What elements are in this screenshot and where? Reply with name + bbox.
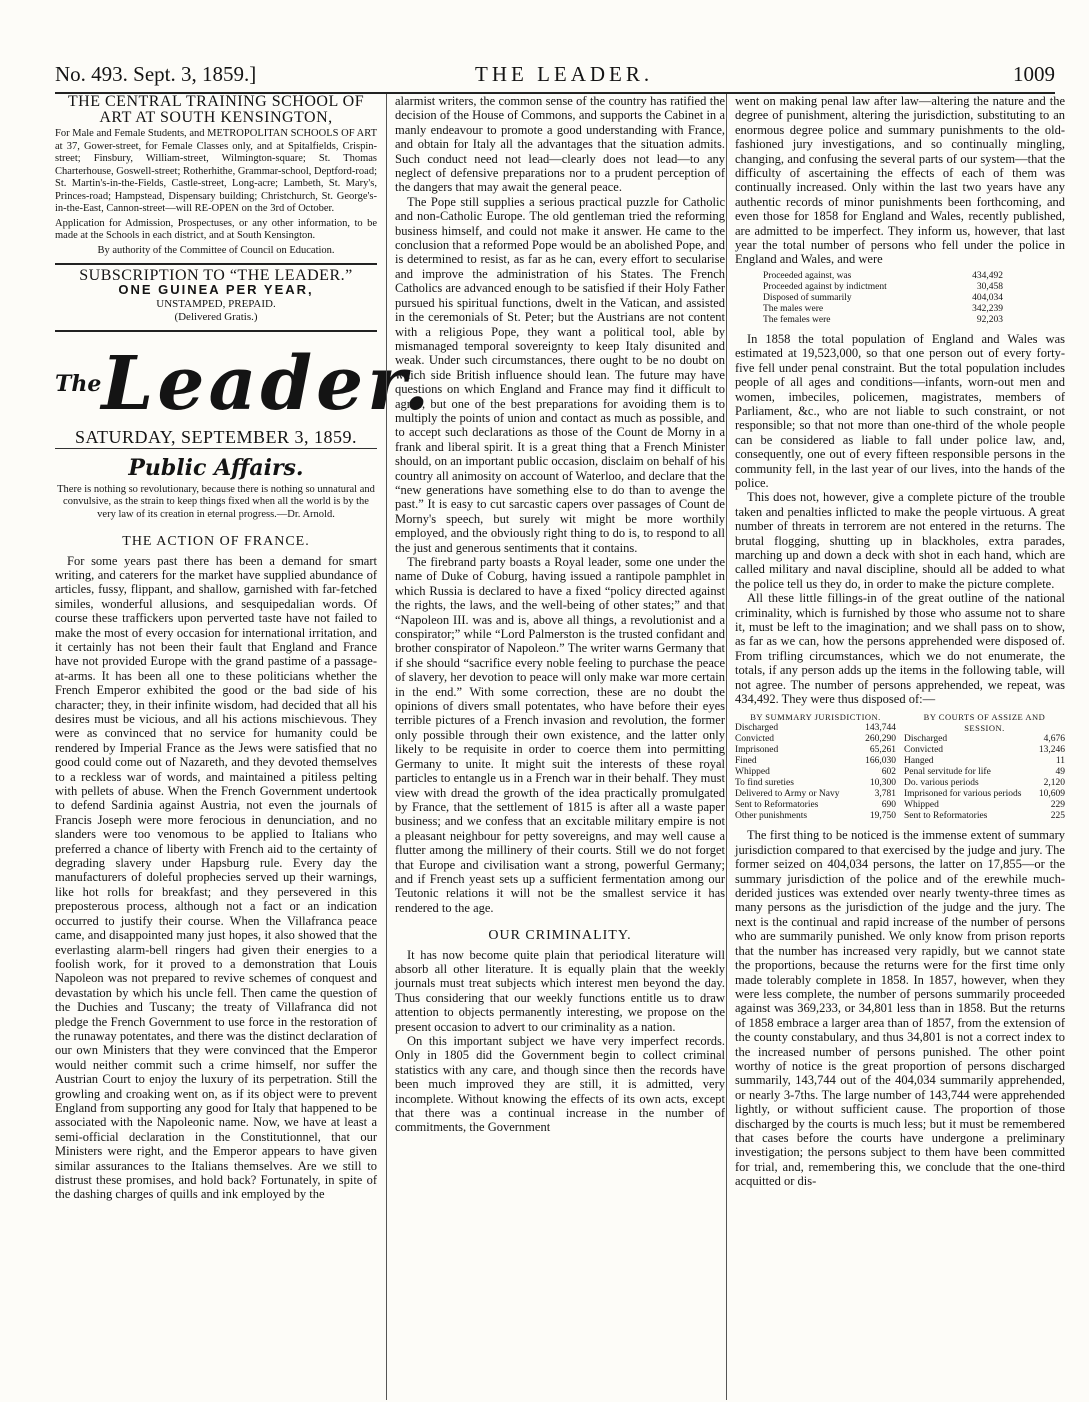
row-label: Delivered to Army or Navy (735, 789, 840, 800)
row-label: Sent to Reformatories (735, 800, 819, 811)
row-value: 49 (1055, 767, 1065, 778)
masthead-name: Leader. (101, 340, 434, 427)
school-notice-authority: By authority of the Committee of Council on Education. (97, 244, 335, 256)
column-1 (55, 93, 434, 1400)
issue-date: SATURDAY, SEPTEMBER 3, 1859. (74, 426, 358, 447)
row-value: 225 (1050, 811, 1065, 822)
table-row (904, 800, 1065, 811)
masthead-the: The (55, 370, 102, 397)
article-paragraph: In 1858 the total population of England and Wales was estimated at 19,523,000, so that one person out of every forty-five fell under penal constraint. But the total population includes people of all ages and conditions—infants, worn-out men and women, imbeciles, policemen, magistrates, members of Parliament, &c., who are not liable to such constraint, or not responsible; so that not more than one-third of the whole people can be considered as liable to fall under police law, and, consequently, one out of every fifteen responsible persons in the community fell, in the last year of our lives, into the hands of the police. (735, 331, 1065, 490)
row-label: Imprisoned for various periods (904, 789, 1022, 800)
table-header: BY SUMMARY JURISDICTION. (750, 712, 881, 723)
article-title: OUR CRIMINALITY. (488, 928, 632, 944)
row-label: Discharged (904, 734, 948, 745)
article-title: THE ACTION OF FRANCE. (122, 534, 310, 550)
page-number: 1009 (1013, 62, 1055, 86)
row-value: 260,290 (865, 734, 896, 745)
row-value: 4,676 (1043, 734, 1065, 745)
stats-row: Proceeded against by indictment 30,458 (763, 281, 1003, 292)
table-row (904, 734, 1065, 745)
row-value: 13,246 (1038, 745, 1065, 756)
row-value: 229 (1050, 800, 1065, 811)
subscription-price: ONE GUINEA PER YEAR, (118, 282, 314, 298)
row-label: Convicted (735, 734, 775, 745)
row-label: To find sureties (735, 778, 794, 789)
row-label: Sent to Reformatories (904, 811, 988, 822)
stats-row: The females were 92,203 (763, 314, 1003, 325)
school-notice-title: THE CENTRAL TRAINING SCHOOL OF ART AT SOUTH KENSINGTON, (67, 93, 365, 126)
row-label: Do. various periods (904, 778, 979, 789)
page-header (55, 60, 1055, 94)
article-paragraph: On this important subject we have very imperfect records. Only in 1805 did the Government begin to collect criminal statistics with any care, and though since then the records have been much improved they are still, it is admitted, very incomplete. Without knowing the effects of its own acts, except that there was a continual increase in the number of commitments, the Government (395, 1034, 725, 1135)
divider (55, 330, 377, 332)
table-header: BY COURTS OF ASSIZE AND SESSION. (923, 712, 1046, 734)
table-row (904, 756, 1065, 767)
row-value: 10,609 (1038, 789, 1065, 800)
assize-session-table (904, 712, 1065, 822)
divider (55, 263, 377, 265)
row-label: Fined (735, 756, 757, 767)
running-title: THE LEADER. (475, 62, 654, 86)
school-notice-application: Application for Admission, Prospectuses, or any other information, to be made at the Schools in each district, and at South Kensington. (55, 217, 377, 241)
row-value: 65,261 (869, 745, 896, 756)
row-value: 19,750 (869, 811, 896, 822)
divider (55, 448, 377, 449)
row-value: 2,120 (1043, 778, 1065, 789)
row-value: 3,781 (874, 789, 896, 800)
row-value: 690 (881, 800, 896, 811)
subscription-delivered: (Delivered Gratis.) (174, 310, 258, 323)
table-row (735, 800, 896, 811)
epigraph: There is nothing so revolutionary, because there is nothing so unnatural and convulsive, as the strain to keep things fixed when all the world is by the very law of its creation in eternal progress.—Dr. Arnold. (57, 483, 375, 520)
row-label: Hanged (904, 756, 934, 767)
row-value: 602 (881, 767, 896, 778)
row-label: Whipped (904, 800, 939, 811)
table-row (904, 745, 1065, 756)
article-paragraph: All these little fillings-in of the great outline of the national criminality, which is furnished by those who assume not to share it, must be left to the imagination; and we shall pass on to show, as far as we can, how the persons apprehended were disposed of. From trifling circumstances, which we do not enumerate, the totals, if any person adds up the items in the following table, will not agree. The number of persons apprehended, we repeat, was 434,492. They were thus disposed of:— (735, 591, 1065, 707)
column-3 (726, 94, 1065, 1400)
article-paragraph: The first thing to be noticed is the immense extent of summary jurisdiction compared to that exercised by the judge and jury. The former seized on 404,034 persons, the latter on 17,855—or the summary jurisdiction of the police and of the erewhile much-derided justices was extended over nearly twenty-three times as many persons as the jurisdiction of the judge and the jury. The next is the continual and rapid increase of the number of persons who are summarily punished. We only know from prison reports that the number has increased very rapidly, but we cannot state the proportions, because the returns were for the first time only made tolerably complete in 1858. In 1857, however, when they were less complete, the number of persons summarily proceeded against was 369,233, or 34,801 less than in 1858. But the returns of 1858 embrace a larger area than of 1857, from the extension of the county constabulary, and thus 34,801 is not a correct index to the increased number of persons punished. The other point worthy of notice is the great proportion of persons discharged summarily, 143,744 out of the 404,034 summarily apprehended, or nearly 3-7ths. The large number of 143,744 were apprehended lightly, or without sufficient cause. The proportion of those discharged by the courts is much less; but it must be remembered that cases before the courts have undergone a preliminary investigation; the persons subject to them have been committed for trial, and, remembering this, we conclude that the one-third acquitted or dis- (735, 828, 1065, 1189)
table-row (735, 756, 896, 767)
row-value: 11 (1055, 756, 1065, 767)
row-label: Imprisoned (735, 745, 779, 756)
table-row (904, 767, 1065, 778)
table-row (735, 789, 896, 800)
article-paragraph: This does not, however, give a complete picture of the trouble taken and penalties inflicted to make the people virtuous. A great number of threats in terrorem are not entered in the returns. The brutal flogging, shutting up in blackholes, extra parades, marching up and down a deck with shot in each hand, which are called military and naval discipline, should all be added to what the police tell us they do, in order to make the picture complete. (735, 490, 1065, 591)
row-label: Other punishments (735, 811, 808, 822)
table-row (735, 734, 896, 745)
summary-stats (763, 271, 1003, 326)
table-row (904, 789, 1065, 800)
stats-row: The males were 342,239 (763, 303, 1003, 314)
disposal-table (735, 712, 1065, 822)
table-row (904, 778, 1065, 789)
masthead-logo (55, 338, 434, 430)
table-row (904, 811, 1065, 822)
table-row (735, 767, 896, 778)
row-value: 166,030 (865, 756, 896, 767)
article-paragraph: For some years past there has been a demand for smart writing, and caterers for the market have supplied abundance of articles, fussy, flippant, and shallow, garnished with far-fetched similes, wonderful allusions, and sesquipedalian words. Of course these traffickers upon perverted taste have not failed to make the most of every occasion for international irritation, and it certainly has not been their fault that England and France have not provided Europe with the grand pastime of a passage-at-arms. It has been all one to these politicians whether the French Emperor exhibited the good or the bad side of his character; they, in their infinite wisdom, had decided that all his desires must be vicious, and all his actions mischievous. They were as convinced that no service for humanity could be rendered by Imperial France as the Jews were satisfied that no good could come out of Nazareth, and they devoted themselves to a reckless war of words, and maintained a pitiless pelting with pellets of abuse. When the French Government undertook to defend Sardinia against Austria, not even the journals of Francis Joseph were more ferocious in denunciation, and no slanders were too venomous to be applied to Italians who preferred a chance of liberty with French aid to the certainty of degrading slavery under Hapsburg rule. Every day the manufacturers of doleful prophecies served up their warnings, like hot rolls for breakfast; and they persevered in this preposterous process, although not a fact or an indication occurred to justify their course. When the Villafranca peace came, and disappointed many just hopes, it also showed that the everlasting alarm-bell ringers had given their energies to a foolish work, for it proved to a demonstration that Louis Napoleon was not prepared to revive schemes of conquest and devastation by which his uncle fell. Then came the question of the Duchies and Tuscany; the treaty of Villafranca did not pledge the French Government to use force in the restoration of the runaway potentates, and there was the distinct declaration of our own Ministers that they were convinced that the Emperor would neither commit such a crime himself, nor suffer the Austrian Court to enjoy the luxury of its perpetration. Still the growling and croaking went on, as if its object were to prevent England from supporting any good for Italy that happened to be associated with the Napoleonic name. Now, we have at least a semi-official declaration in the Constitutionnel, that our Ministers were right, and the Emperor appears to have given similar assurances to the Italians themselves. Are we still to distrust these promises, and hold back? Fortunately, in spite of the dashing charges of quills and ink employed by the (55, 553, 377, 1202)
row-label: Penal servitude for life (904, 767, 991, 778)
issue-info: No. 493. Sept. 3, 1859.] (55, 62, 257, 86)
article-paragraph: alarmist writers, the common sense of the country has ratified the decision of the House of Commons, and supports the Cabinet in a manly endeavour to promote a good understanding with France, and obtain for Italy all the advantages that the situation admits. Such conduct need not lead—clearly does not lead—to any neglect of defensive preparations nor to a prudent perception of the dangers that may await the general peace. (395, 94, 725, 195)
article-paragraph: The Pope still supplies a serious practical puzzle for Catholic and non-Catholic Europe. The old gentleman tried the reforming business himself, and could not make it answer. He came to the conclusion that a reformed Pope would be an abolished Pope, and is determined to resist, as far as he can, every effort to secularise and improve the administration of his States. The French Catholics are advanced enough to be satisfied if their Holy Father pursued his spiritual functions, dwelt in the Vatican, and assisted in the ceremonials of St. Peter; but the Austrians are not content with a religious Pope, they want a political tool, able by mismanaged temporal sovereignty to keep Italy disunited and weak. Under such circumstances, there ought to be no doubt on which side British influence should lean. The future may have questions on which England and France may find it difficult to agree, but one of the best preparations for avoiding them is to multiply the points of union and contact as much as possible, and to accept such declarations as those of the Count de Morny in a frank and liberal spirit. It is a great thing that a French Minister should, on an important public occasion, disclaim on behalf of his country all animosity on account of Waterloo, and declare that the “new generations have something else to do than to avenge the past.” It is easy to cut sarcastic capers over passages of Count de Morny's speech, but surely wit might be more worthily employed, and the obviously right thing to do is, to respond to all the just and generous sentiments that it contains. (395, 194, 725, 555)
stats-row: Proceeded against, was 434,492 (763, 270, 1003, 281)
row-label: Whipped (735, 767, 770, 778)
row-label: Convicted (904, 745, 944, 756)
subscription-title: SUBSCRIPTION TO “THE LEADER.” (79, 267, 353, 284)
article-paragraph: The firebrand party boasts a Royal leader, some one under the name of Duke of Coburg, having issued a rantipole pamphlet in which Russia is declared to have a fixed “policy directed against the rights, the laws, and the well-being of other states;” and that “Napoleon III. was and is, above all things, a revolutionist and a conspirator;” while “Lord Palmerston is the trusted confidant and brother conspirator of Napoleon.” The writer warns Germany that if she should “sacrifice every noble feeling to purchase the peace of slavery, her devotion to peace will only make war more certain in the end.” With some correction, these are no doubt the opinions of divers small potentates, who have before their eyes terrible pictures of a French invasion and revolution, the former only possible through their own existence, and the latter only likely to be requisite in order to coerce them into permitting Germany to unite. It might suit the interests of these royal particles to entangle us in a French war in their behalf. They must view with dread the growth of the idea practically promulgated by France, that the settlement of 1815 is after all a waste paper business; and we confess that an excitable military empire is not a pleasant neighbour for petty sovereigns, and may well cause a flutter among the millinery of their courts. Still we do not forget that Europe and civilisation want a strong, powerful Germany; and if French yeast sets up a sufficient fermentation among our Teutonic relations it will not be the smallest service it has rendered to the age. (395, 555, 725, 915)
table-row (735, 745, 896, 756)
article-paragraph: went on making penal law after law—altering the nature and the degree of punishment, altering the jurisdiction, substituting to an enormous degree police and summary punishments to the old-fashioned jury investigations, and so continually mingling, changing, and confusing the several parts of our system—that the difficulty of ascertaining the effects of each of them was continually increased. Only within the last two years have any authentic records of minor punishments been forthcoming, and even those for 1858 for England and Wales, recently published, are admitted to be imperfect. They inform us, however, that last year the total number of persons who fell under the police in England and Wales, and were (735, 94, 1065, 267)
table-row (735, 723, 896, 734)
column-2 (386, 94, 725, 1400)
row-value: 10,300 (869, 778, 896, 789)
subscription-stamped: UNSTAMPED, PREPAID. (156, 297, 276, 310)
school-notice-body: For Male and Female Students, and METROPOLITAN SCHOOLS OF ART at 37, Gower-street, for Female Classes only, and at Spitalfields, Crispin-street; Finsbury, William-street, Wilmington-square; St. Thomas Charterhouse, Goswell-street; Rotherhithe, Grammar-school, Deptford-road; St. Martin's-in-the-Fields, Castle-street, Long-acre; Lambeth, St. Mary's, Princes-road; Hampstead, Dispensary building; Christchurch, St. George's-in-the-East, Cannon-street—will RE-OPEN on the 3rd of October. (55, 128, 377, 214)
table-row (735, 778, 896, 789)
row-value: 143,744 (865, 723, 896, 734)
article-paragraph: It has now become quite plain that periodical literature will absorb all other literature. It is equally plain that the weekly journals must treat subjects which interest men beyond the day. Thus considering that our weekly functions entitle us to draw attention to objects permanently interesting, we propose on the present occasion to advert to our criminality as a nation. (395, 947, 725, 1034)
section-title: Public Affairs. (128, 455, 304, 482)
stats-row: Disposed of summarily 404,034 (763, 292, 1003, 303)
row-label: Discharged (735, 723, 779, 734)
table-row (735, 811, 896, 822)
summary-jurisdiction-table (735, 712, 896, 822)
